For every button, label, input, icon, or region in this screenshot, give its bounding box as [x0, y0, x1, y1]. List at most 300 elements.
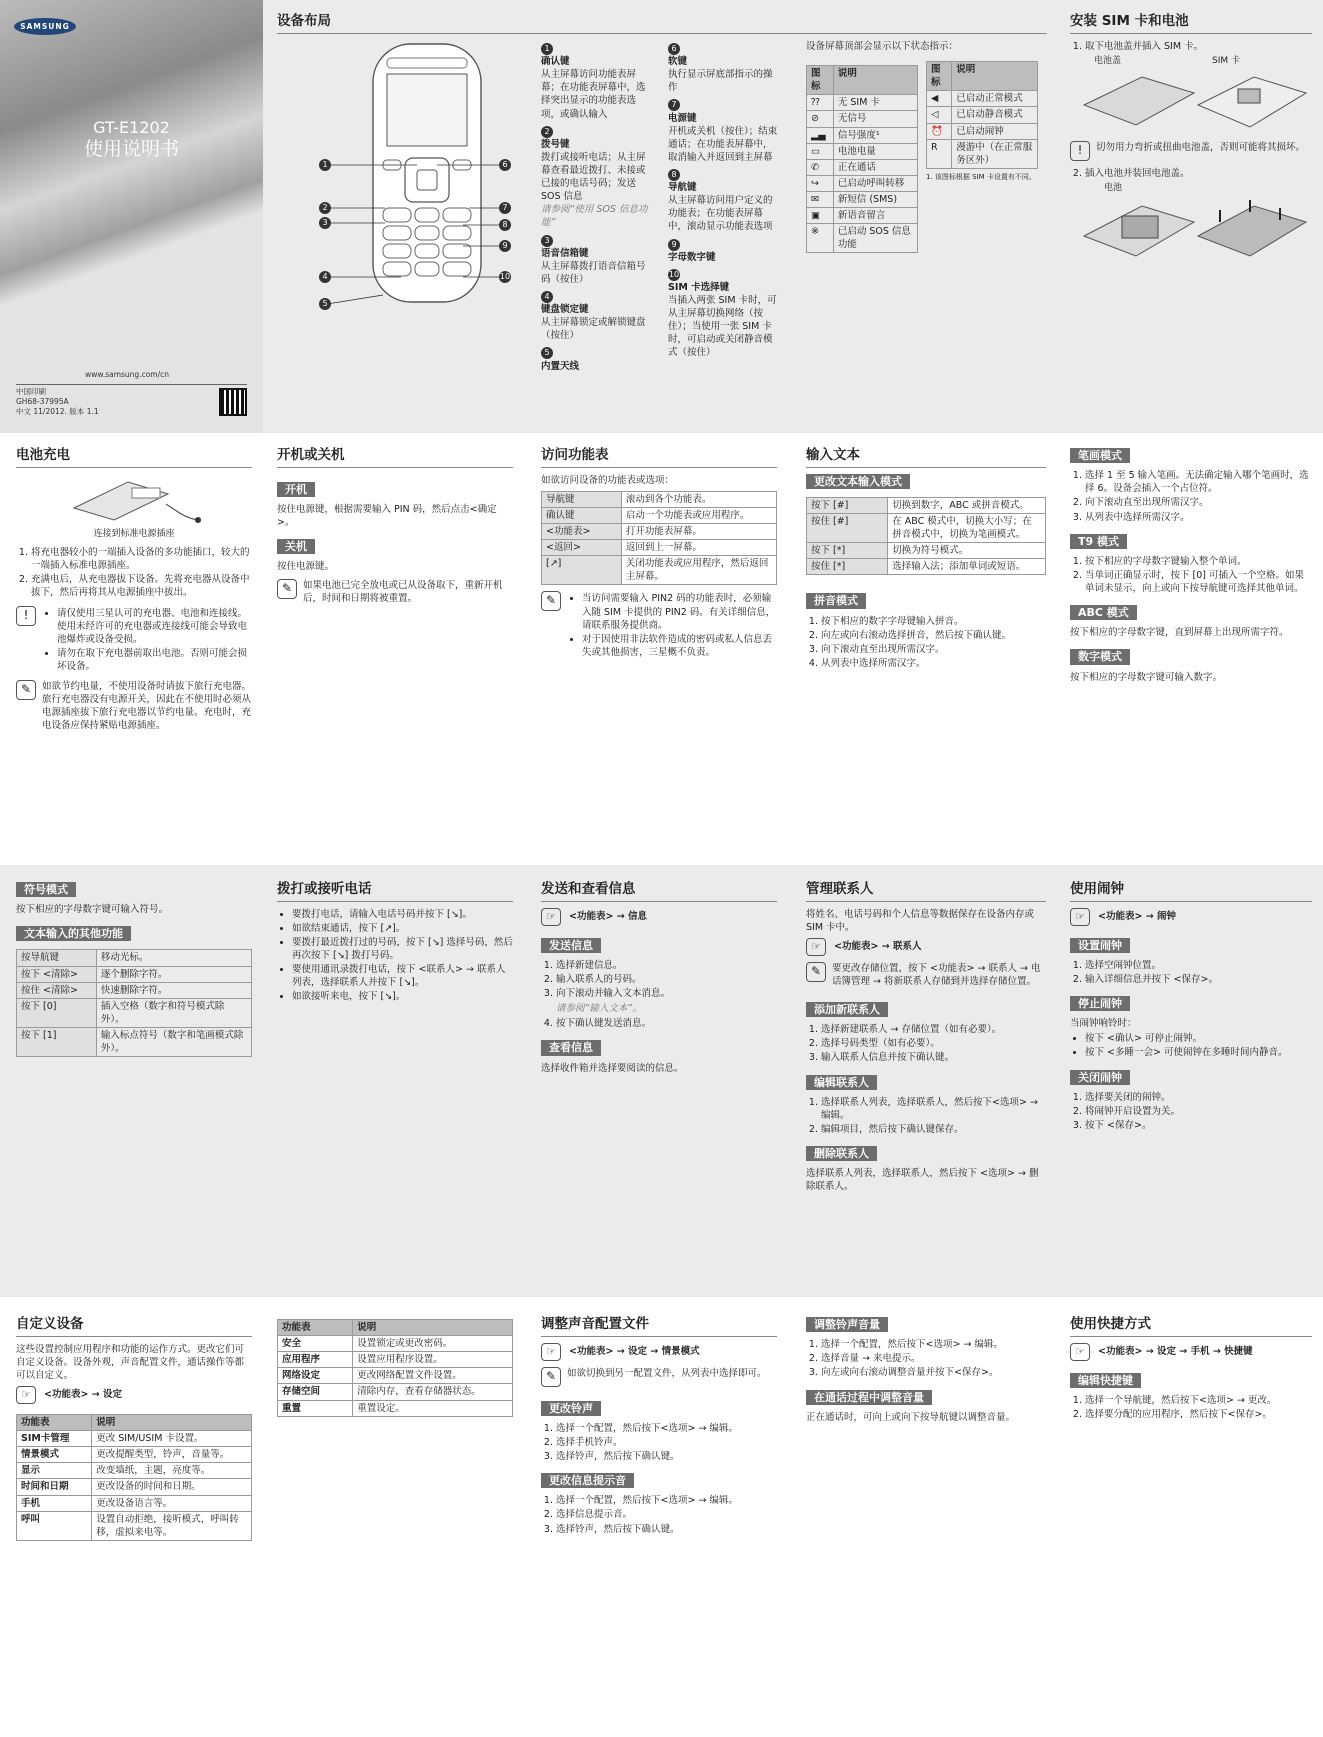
- list-item: 1. 按下相应的字母数字键输入整个单词。: [1085, 555, 1312, 568]
- table-cell: 漫游中（在正常服务区外）: [952, 139, 1038, 168]
- text: <功能表> → 闹钟: [1098, 911, 1176, 923]
- table-cell: 设置锁定或更改密码。: [353, 1336, 513, 1352]
- status-indicators: [806, 38, 1046, 257]
- key-item: [541, 346, 653, 372]
- subheading: 关闭闹钟: [1070, 1070, 1130, 1085]
- list-item: 1. 选择一个导航键，然后按下<选项> → 更改。: [1085, 1394, 1312, 1407]
- list-item: 1. 按下相应的数字字母键输入拼音。: [821, 615, 1046, 628]
- table-cell: 输入标点符号（数字和笔画模式除外）。: [96, 1028, 251, 1057]
- text: 如欲节约电量，不使用设备时请拔下旅行充电器。旅行充电器没有电源开关，因此在不使用时必须从电源插座拔下旅行充电器以节约电量。充电时，充电设备应保持紧贴电源插座。: [42, 681, 252, 732]
- section-title: 开机或关机: [277, 446, 513, 468]
- table-cell: 选择输入法；添加单词或短语。: [888, 559, 1046, 575]
- table-cell: 新语音留言: [833, 208, 917, 224]
- status-intro: 设备屏幕顶部会显示以下状态指示：: [806, 41, 959, 52]
- list-item: 2. 将闹钟开启设置为关。: [1085, 1105, 1312, 1118]
- status-icon: ⊘: [807, 111, 834, 127]
- section-title: 使用闹钟: [1070, 880, 1312, 902]
- menu-icon: ☞: [1070, 1343, 1090, 1361]
- status-icon: ⁇: [807, 95, 834, 111]
- text: <功能表> → 设定 → 情景模式: [569, 1346, 700, 1358]
- status-icon: ◁: [927, 107, 952, 123]
- text: 10: [668, 269, 680, 279]
- list-item: 4. 从列表中选择所需汉字。: [821, 657, 1046, 670]
- callout-2: 2: [319, 202, 331, 214]
- list-item: 3. 选择铃声，然后按下确认键。: [556, 1450, 777, 1463]
- status-icon: ✉: [807, 191, 834, 207]
- list-item: 1. 选择新建信息。: [556, 959, 777, 972]
- list-item: 1. 选择一个配置，然后按下<选项> → 编辑。: [556, 1494, 777, 1507]
- text: 3: [541, 235, 553, 247]
- subheading: 更改信息提示音: [541, 1473, 634, 1488]
- callout-8: 8: [499, 219, 511, 231]
- callout-3: 3: [319, 217, 331, 229]
- list-item: 3. 向左或向右滚动调整音量并按下<保存>。: [821, 1366, 1046, 1379]
- table-cell: 关闭功能表或应用程序，然后返回主屏幕。: [621, 556, 776, 585]
- list-item: • 按下 <多睡一会> 可使闹钟在多睡时间内静音。: [1085, 1046, 1312, 1059]
- table-cell: 切换到数字，ABC 或拼音模式。: [888, 497, 1046, 513]
- text: 软键: [668, 56, 688, 68]
- menu-icon: ☞: [16, 1386, 36, 1404]
- access-tip: [541, 591, 777, 660]
- text: 从主屏幕拨打语音信箱号码（按住）: [541, 260, 646, 285]
- cover-footer: [16, 384, 247, 416]
- text: 8: [668, 169, 680, 181]
- table-cell: 确认键: [542, 507, 622, 523]
- table-cell: 已启动呼叫转移: [833, 175, 917, 191]
- subheading: 停止闹钟: [1070, 996, 1130, 1011]
- text: 从主屏幕锁定或解锁键盘（按住）: [541, 317, 646, 342]
- list-item: 2. 当单词正确显示时，按下 [0] 可插入一个空格。如果单词未显示，向上或向下按导航键可选择其他单词。: [1085, 569, 1312, 595]
- access-section: [541, 446, 777, 846]
- table-cell: 设置自动拒绝，接听模式，呼叫转移，虚拟来电等。: [92, 1511, 252, 1540]
- key-item: [541, 290, 653, 342]
- shortcut-section: [1070, 1315, 1312, 1725]
- subheading: 笔画模式: [1070, 448, 1130, 463]
- callout-4: 4: [319, 271, 331, 283]
- table-cell: 电池电量: [833, 143, 917, 159]
- text: 拨打或接听电话；从主屏幕查看最近拨打、未接或已接的电话号码；发送 SOS 信息: [541, 151, 646, 203]
- callout-9: 9: [499, 240, 511, 252]
- custom-section-cont: [277, 1315, 513, 1725]
- status-icon: ▂▄: [807, 127, 834, 143]
- battery-illustration: [1070, 182, 1312, 262]
- subheading: 开机: [277, 482, 315, 497]
- table-cell: 滚动到各个功能表。: [621, 491, 776, 507]
- charge-step: 2. 充满电后，从充电器拔下设备。先将充电器从设备中拔下，然后再将其从电源插座中拔出。: [31, 573, 252, 599]
- key-item: [541, 234, 653, 286]
- table-cell: 信号强度¹: [833, 127, 917, 143]
- section-title: 使用快捷方式: [1070, 1315, 1312, 1337]
- section-title: 安装 SIM 卡和电池: [1070, 12, 1312, 34]
- menu-path: [16, 1386, 252, 1404]
- text: 2: [541, 126, 553, 138]
- text: 6: [668, 43, 680, 55]
- input-section: [806, 446, 1046, 846]
- list-item: 2. 编辑项目，然后按下确认键保存。: [821, 1123, 1046, 1136]
- status-icon: ⏰: [927, 123, 952, 139]
- table-cell: 安全: [278, 1336, 353, 1352]
- list-item: • 要使用通讯录拨打电话，按下 <联系人> → 联系人列表，选择联系人并按下 [↘]。: [292, 963, 513, 989]
- charge-section: [16, 446, 252, 846]
- access-table: [541, 491, 777, 586]
- subheading: 添加新联系人: [806, 1002, 888, 1017]
- label-battery: 电池: [1104, 182, 1123, 193]
- status-icon: ◀: [927, 91, 952, 107]
- list-item: 1. 选择一个配置，然后按下<选项> → 编辑。: [821, 1338, 1046, 1351]
- label-cover: 电池盖: [1094, 55, 1122, 66]
- custom-section: 自定义设备 这些设置控制应用程序和功能的运作方式。更改它们可自定义设备。设备外观，声音配置文件，通话操作等都可以自定义。 ☞ <功能表> → 设定 功能表 说明 SIM卡管理 更改 SIM/USIM 卡设置。 情景模式 更改提醒类型，铃声，音量等。 显示 改变墙纸，主题，亮度等。 时间和日期 更改设备的时间和日期。 手机 更改设备语言等。 呼叫 设置自动拒绝，接听模式，呼叫转移，虚拟来电等。: [16, 1315, 252, 1725]
- list-item: 3. 输入联系人信息并按下确认键。: [821, 1051, 1046, 1064]
- table-header: 说明: [353, 1320, 513, 1336]
- text: 导航键: [668, 182, 697, 194]
- list-item: 2. 选择号码类型（如有必要）。: [821, 1037, 1046, 1050]
- section-title: 自定义设备: [16, 1315, 252, 1337]
- table-cell: 按住 [#]: [807, 513, 888, 542]
- cover-url: www.samsung.com/cn: [85, 370, 169, 379]
- table-cell: 已启动正常模式: [952, 91, 1038, 107]
- warning-icon: !: [1070, 141, 1090, 161]
- table-cell: 按下 [*]: [807, 543, 888, 559]
- menu-icon: ☞: [1070, 908, 1090, 926]
- subheading: 编辑快捷键: [1070, 1373, 1141, 1388]
- text: 5: [541, 347, 553, 359]
- table-cell: 更改 SIM/USIM 卡设置。: [92, 1431, 252, 1447]
- key-item: [668, 98, 780, 164]
- message-section: 发送和查看信息 ☞ <功能表> → 信息 发送信息 1. 选择新建信息。 2. 输入联系人的号码。 3. 向下滚动并输入文本消息。 请参阅“输入文本”。 4. 按下确认键发送消息。 查看信息 选择收件箱并选择要阅读的信息。: [541, 880, 777, 1280]
- text: 1: [541, 43, 553, 55]
- note-icon: ✎: [277, 579, 297, 599]
- list-item: 1. 选择新建联系人 → 存储位置（如有必要）。: [821, 1023, 1046, 1036]
- table-cell: 应用程序: [278, 1352, 353, 1368]
- table-cell: 网络设定: [278, 1368, 353, 1384]
- menu-path: [1070, 908, 1312, 926]
- subheading: 删除联系人: [806, 1146, 877, 1161]
- menu-path: [541, 1343, 777, 1361]
- key-item: [668, 42, 780, 94]
- charge-step: 1. 将充电器较小的一端插入设备的多功能插口，较大的一端插入标准电源插座。: [31, 546, 252, 572]
- section-title: 拨打或接听电话: [277, 880, 513, 902]
- table-cell: 按下 [#]: [807, 497, 888, 513]
- list-item: • 要拨打最近拨打过的号码，按下 [↘] 选择号码，然后再次按下 [↘] 拨打号码。: [292, 936, 513, 962]
- table-cell: <功能表>: [542, 523, 622, 539]
- subheading: 查看信息: [541, 1040, 601, 1055]
- text: 键盘锁定键: [541, 304, 589, 316]
- table-cell: 按住 [*]: [807, 559, 888, 575]
- list-item: 3. 从列表中选择所需汉字。: [1085, 511, 1312, 524]
- section-title: 输入文本: [806, 446, 1046, 468]
- install-step-2: 2. 插入电池并装回电池盖。: [1085, 167, 1312, 180]
- charge-tip: [16, 680, 252, 732]
- subheading: 数字模式: [1070, 649, 1130, 664]
- text: 拨号键: [541, 138, 570, 150]
- access-intro: 如欲访问设备的功能表或选项：: [541, 474, 675, 486]
- key-item: [668, 168, 780, 234]
- charger-caption: 连接到标准电源插座: [93, 528, 175, 539]
- menu-icon: ☞: [806, 938, 826, 956]
- table-cell: 移动光标。: [96, 950, 251, 966]
- list-item: 1. 选择联系人列表，选择联系人，然后按下<选项> → 编辑。: [821, 1096, 1046, 1122]
- status-icon: ✆: [807, 159, 834, 175]
- key-list-a: [541, 38, 653, 377]
- table-cell: 情景模式: [17, 1447, 92, 1463]
- alarm-section: 使用闹钟 ☞ <功能表> → 闹钟 设置闹钟 1. 选择空闹钟位置。 2. 输入详细信息并按下 <保存>。 停止闹钟 当闹钟响铃时： • 按下 <确认> 可停止闹钟。 • 按下 <多睡一会> 可使闹钟在多睡时间内静音。 关闭闹钟 1. 选择要关闭的闹钟。 2. 将闹钟开启设置为关。 3. 按下 <保存>。: [1070, 880, 1312, 1280]
- section-title: 设备布局: [277, 12, 1047, 34]
- key-item: 2 拨号键 拨打或接听电话；从主屏幕查看最近拨打、未接或已接的电话号码；发送 SOS 信息 请参阅“使用 SOS 信息功能”: [541, 125, 653, 230]
- input-table: [806, 497, 1046, 576]
- list-item: 1. 选择 1 至 5 输入笔画。无法确定输入哪个笔画时，选择 6。设备会插入一个占位符。: [1085, 469, 1312, 495]
- list-item: • 对于因使用非法软件造成的密码或私人信息丢失或其他损害，三星概不负责。: [582, 633, 777, 659]
- note-icon: ✎: [541, 591, 561, 611]
- text: 语音信箱键: [541, 247, 589, 259]
- install-step-1: 1. 取下电池盖并插入 SIM 卡。: [1085, 40, 1312, 53]
- qr-code: [221, 390, 245, 414]
- table-cell: 导航键: [542, 491, 622, 507]
- list-item: 2. 向左或向右滚动选择拼音，然后按下确认键。: [821, 629, 1046, 642]
- menu-icon: ☞: [541, 908, 561, 926]
- warning-icon: !: [16, 606, 36, 626]
- table-cell: 手机: [17, 1495, 92, 1511]
- table-cell: <返回>: [542, 540, 622, 556]
- key-item: [668, 238, 780, 264]
- section-title: 访问功能表: [541, 446, 777, 468]
- table-cell: 更改提醒类型，铃声，音量等。: [92, 1447, 252, 1463]
- text: <功能表> → 设定: [44, 1389, 122, 1401]
- subheading: 关机: [277, 539, 315, 554]
- table-cell: 重置设定。: [353, 1400, 513, 1416]
- table-cell: 正在通话: [833, 159, 917, 175]
- settings-table: [16, 1414, 252, 1541]
- table-cell: 显示: [17, 1463, 92, 1479]
- subheading: 发送信息: [541, 938, 601, 953]
- list-item: • 按下 <确认> 可停止闹钟。: [1085, 1032, 1312, 1045]
- text: 如欲切换到另一配置文件，从列表中选择即可。: [567, 1367, 767, 1379]
- sim-illustration: [1070, 55, 1312, 135]
- list-item: 1. 选择空闹钟位置。: [1085, 959, 1312, 972]
- list-item: 1. 选择一个配置，然后按下<选项> → 编辑。: [556, 1422, 777, 1435]
- charger-illustration: [16, 474, 246, 524]
- subheading: 符号模式: [16, 882, 76, 897]
- text: 字母数字键: [668, 251, 716, 263]
- contacts-section: 管理联系人 将姓名、电话号码和个人信息等数据保存在设备内存或 SIM 卡中。 ☞ <功能表> → 联系人 ✎ 要更改存储位置，按下 <功能表> → 联系人 → 电话簿管理 → 将新联系人存储到并选择存储位置。 添加新联系人 1. 选择新建联系人 → 存储位置（如有必要）。 2. 选择号码类型（如有必要）。 3. 输入联系人信息并按下确认键。 编辑联系人 1. 选择联系人列表，选择联系人，然后按下<选项> → 编辑。 2. 编辑项目，然后按下确认键保存。 删除联系人 选择联系人列表，选择联系人，然后按下 <选项> → 删除联系人。: [806, 880, 1046, 1280]
- text: 4: [541, 291, 553, 303]
- status-icon: ▭: [807, 143, 834, 159]
- list-item: 2. 选择要分配的应用程序，然后按下<保存>。: [1085, 1408, 1312, 1421]
- subheading: 在通话过程中调整音量: [806, 1390, 932, 1405]
- table-cell: 无信号: [833, 111, 917, 127]
- table-cell: 插入空格（数字和符号模式除外）。: [96, 998, 251, 1027]
- list-item: 3. 选择铃声，然后按下确认键。: [556, 1523, 777, 1536]
- table-header: 图标: [927, 62, 952, 91]
- note-icon: ✎: [16, 680, 36, 700]
- table-cell: 重置: [278, 1400, 353, 1416]
- table-header: 说明: [833, 66, 917, 95]
- subheading: 设置闹钟: [1070, 938, 1130, 953]
- subheading: 拼音模式: [806, 593, 866, 608]
- symbol-table: [16, 949, 252, 1057]
- table-header: 说明: [952, 62, 1038, 91]
- power-section: [277, 446, 513, 846]
- status-table-left: [806, 65, 918, 253]
- phone-diagram: [313, 40, 513, 315]
- label-sim: SIM 卡: [1212, 55, 1240, 66]
- text: 如果电池已完全放电或已从设备取下，重新开机后，时间和日期将被重置。: [303, 580, 503, 605]
- send-reference: 请参阅“输入文本”。: [556, 1003, 642, 1015]
- text: 当插入两张 SIM 卡时，可从主屏幕切换网络（按住）；当使用一张 SIM 卡时，可启动或关闭静音模式（按住）: [668, 294, 777, 359]
- section-title: 电池充电: [16, 446, 252, 468]
- table-cell: 改变墙纸，主题，亮度等。: [92, 1463, 252, 1479]
- table-cell: 打开功能表屏幕。: [621, 523, 776, 539]
- text: SIM 卡选择键: [668, 281, 730, 293]
- key-item: [541, 42, 653, 121]
- table-cell: [↗]: [542, 556, 622, 585]
- install-warning: [1070, 141, 1312, 161]
- table-cell: 更改设备的时间和日期。: [92, 1479, 252, 1495]
- list-item: 4. 按下确认键发送消息。: [556, 1017, 777, 1030]
- callout-10: 10: [499, 272, 511, 281]
- volume-section: 调整铃声音量 1. 选择一个配置，然后按下<选项> → 编辑。 2. 选择音量 → 来电提示。 3. 向左或向右滚动调整音量并按下<保存>。 在通话过程中调整音量 正在通话时，可向上或向下按导航键以调整音量。: [806, 1315, 1046, 1725]
- table-cell: 按下 <清除>: [17, 966, 97, 982]
- table-cell: 快速删除字符。: [96, 982, 251, 998]
- text: 切勿用力弯折或扭曲电池盖，否则可能将其损坏。: [1096, 141, 1306, 153]
- text: <功能表> → 信息: [569, 911, 647, 923]
- subheading: 编辑联系人: [806, 1075, 877, 1090]
- callout-5: 5: [319, 298, 331, 310]
- cover-panel: [0, 0, 263, 433]
- table-cell: 已启动 SOS 信息功能: [833, 224, 917, 253]
- text: 要更改存储位置，按下 <功能表> → 联系人 → 电话簿管理 → 将新联系人存储到并选择存储位置。: [832, 962, 1041, 987]
- text: 9: [668, 239, 680, 251]
- table-cell: 按导航键: [17, 950, 97, 966]
- table-cell: 无 SIM 卡: [833, 95, 917, 111]
- list-item: 2. 输入联系人的号码。: [556, 973, 777, 986]
- contacts-tip: [806, 962, 1046, 988]
- edition: 中文 11/2012. 版本 1.1: [16, 406, 99, 416]
- list-item: 3. 按下 <保存>。: [1085, 1119, 1312, 1132]
- note-icon: ✎: [541, 1367, 561, 1387]
- print-location: 中国印刷: [16, 387, 46, 396]
- list-item: 2. 选择音量 → 来电提示。: [821, 1352, 1046, 1365]
- menu-path: [806, 938, 1046, 956]
- list-item: 2. 选择手机铃声。: [556, 1436, 777, 1449]
- section-title: 管理联系人: [806, 880, 1046, 902]
- subheading: T9 模式: [1070, 534, 1127, 549]
- sound-section: [541, 1315, 777, 1725]
- part-code: GH68-37995A: [16, 396, 69, 406]
- table-header: 功能表: [278, 1320, 353, 1336]
- text: 电源键: [668, 112, 697, 124]
- list-item: 3. 向下滚动直至出现所需汉字。: [821, 643, 1046, 656]
- key-list-b: [668, 38, 780, 364]
- table-cell: 返回到上一屏幕。: [621, 540, 776, 556]
- subheading: ABC 模式: [1070, 605, 1137, 620]
- text: 7: [668, 99, 680, 111]
- device-layout-section: [277, 12, 1047, 422]
- subheading: 更改铃声: [541, 1401, 601, 1416]
- table-cell: 新短信 (SMS): [833, 191, 917, 207]
- power-tip: [277, 579, 513, 605]
- section-title: 发送和查看信息: [541, 880, 777, 902]
- status-icon: ▣: [807, 208, 834, 224]
- power-on-text: 按住电源键，根据需要输入 PIN 码，然后点击<确定>。: [277, 503, 497, 528]
- callout-7: 7: [499, 202, 511, 214]
- footnote: 1. 该图标根据 SIM 卡设置有不同。: [926, 172, 1036, 181]
- charge-warning: [16, 606, 252, 675]
- list-item: • 当访问需要输入 PIN2 码的功能表时，必须输入随 SIM 卡提供的 PIN2 码。有关详细信息，请联系服务提供商。: [582, 592, 777, 631]
- menu-path: [1070, 1343, 1312, 1361]
- table-cell: 呼叫: [17, 1511, 92, 1540]
- list-item: • 要拨打电话，请输入电话号码并按下 [↘]。: [292, 908, 513, 921]
- table-cell: 存储空间: [278, 1384, 353, 1400]
- modes-section: 笔画模式 1. 选择 1 至 5 输入笔画。无法确定输入哪个笔画时，选择 6。设备会插入一个占位符。 2. 向下滚动直至出现所需汉字。 3. 从列表中选择所需汉字。 T9 模式 1. 按下相应的字母数字键输入整个单词。 2. 当单词正确显示时，按下 [0] 可插入一个空格。如果单词未显示，向上或向下按导航键可选择其他单词。 ABC 模式 按下相应的字母数字键，直到屏幕上出现所需字符。 数字模式 按下相应的字母数字键可输入数字。: [1070, 446, 1312, 846]
- text: 开机或关机（按住）；结束通话；在功能表屏幕中，取消输入并返回到主屏幕: [668, 125, 778, 163]
- section-title: 调整声音配置文件: [541, 1315, 777, 1337]
- callout-1: 1: [319, 159, 331, 171]
- table-cell: 已启动静音模式: [952, 107, 1038, 123]
- text: 确认键: [541, 56, 570, 68]
- table-cell: 更改设备语言等。: [92, 1495, 252, 1511]
- menu-icon: ☞: [541, 1343, 561, 1361]
- note-icon: ✎: [806, 962, 826, 982]
- list-item: 2. 向下滚动直至出现所需汉字。: [1085, 496, 1312, 509]
- table-cell: 清除内存，查看存储器状态。: [353, 1384, 513, 1400]
- table-cell: SIM卡管理: [17, 1431, 92, 1447]
- table-header: 图标: [807, 66, 834, 95]
- sound-tip: [541, 1367, 777, 1387]
- status-icon: R: [927, 139, 952, 168]
- list-item: 2. 选择信息提示音。: [556, 1508, 777, 1521]
- table-header: 功能表: [17, 1414, 92, 1430]
- list-item: • 请勿在取下充电器前取出电池。否则可能会损坏设备。: [57, 647, 252, 673]
- install-section: [1070, 12, 1312, 422]
- list-item: • 如欲结束通话，按下 [↗]。: [292, 922, 513, 935]
- text: 从主屏幕访问用户定义的功能表；在功能表屏幕中，滚动显示功能表选项: [668, 195, 773, 233]
- table-cell: 按下 [1]: [17, 1028, 97, 1057]
- table-header: 说明: [92, 1414, 252, 1430]
- text: 执行显示屏底部指示的操作: [668, 69, 773, 94]
- list-item: • 请仅使用三星认可的充电器、电池和连接线。使用未经许可的充电器或连接线可能会导致电池爆炸或设备受损。: [57, 607, 252, 646]
- text: 从主屏幕访问功能表屏幕；在功能表屏幕中，选择突出显示的功能表选项，或确认输入: [541, 69, 646, 120]
- settings-table-2: [277, 1319, 513, 1417]
- status-icon: ※: [807, 224, 834, 253]
- subheading: 更改文本输入模式: [806, 474, 910, 489]
- list-item: • 如欲接听来电，按下 [↘]。: [292, 990, 513, 1003]
- table-cell: 在 ABC 模式中，切换大小写；在拼音模式中，切换为笔画模式。: [888, 513, 1046, 542]
- table-cell: 设置应用程序设置。: [353, 1352, 513, 1368]
- cover-model: GT-E1202: [93, 118, 170, 137]
- text: <功能表> → 设定 → 手机 → 快捷键: [1098, 1346, 1253, 1358]
- menu-path: [541, 908, 777, 926]
- list-item: 1. 选择要关闭的闹钟。: [1085, 1091, 1312, 1104]
- list-item: 3. 向下滚动并输入文本消息。: [556, 987, 777, 1000]
- table-cell: 更改网络配置文件设置。: [353, 1368, 513, 1384]
- cover-title: 使用说明书: [83, 138, 179, 160]
- table-cell: 已启动闹钟: [952, 123, 1038, 139]
- text: <功能表> → 联系人: [834, 941, 922, 953]
- subheading: 调整铃声音量: [806, 1317, 888, 1332]
- key-item: [668, 268, 780, 360]
- symbol-section: 符号模式 按下相应的字母数字键可输入符号。 文本输入的其他功能 按导航键 移动光标。 按下 <清除> 逐个删除字符。 按住 <清除> 快速删除字符。 按下 [0] 插入空格（数字和符号模式除外）。 按下 [1] 输入标点符号（数字和笔画模式除外）。: [16, 880, 252, 1280]
- table-cell: 按住 <清除>: [17, 982, 97, 998]
- call-section: [277, 880, 513, 1280]
- text: 内置天线: [541, 360, 580, 372]
- samsung-logo: SAMSUNG: [14, 18, 76, 35]
- subheading: 文本输入的其他功能: [16, 926, 131, 941]
- table-cell: 按下 [0]: [17, 998, 97, 1027]
- status-table-right: [926, 61, 1038, 169]
- callout-6: 6: [499, 159, 511, 171]
- status-icon: ↪: [807, 175, 834, 191]
- table-cell: 切换为符号模式。: [888, 543, 1046, 559]
